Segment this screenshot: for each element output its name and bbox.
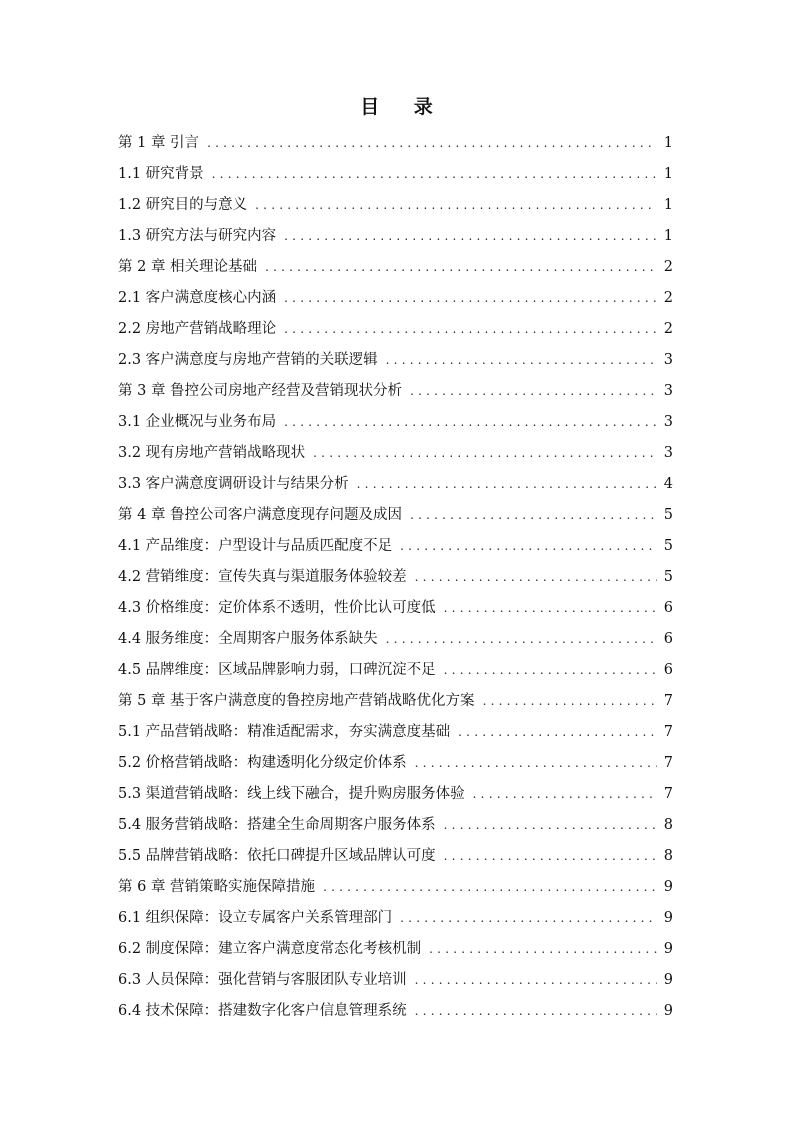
toc-dot-leader [415,965,657,996]
toc-entry-label: 6.1 组织保障：设立专属客户关系管理部门 [118,910,393,926]
toc-entry[interactable] [118,159,673,190]
toc-entry-label: 第 3 章 鲁控公司房地产经营及营销现状分析 [118,383,403,399]
toc-list [118,128,673,1027]
toc-entry-label: 2.2 房地产营销战略理论 [118,321,277,337]
toc-dot-leader [410,500,657,531]
toc-dot-leader [473,779,657,810]
toc-entry[interactable] [118,934,673,965]
toc-entry[interactable] [118,221,673,252]
toc-entry-page-number: 9 [663,972,673,988]
toc-dot-leader [415,748,657,779]
toc-dot-leader [400,531,657,562]
toc-entry-label: 5.5 品牌营销战略：依托口碑提升区域品牌认可度 [118,848,436,864]
toc-entry[interactable] [118,996,673,1027]
toc-dot-leader [284,407,657,438]
toc-dot-leader [284,283,657,314]
toc-dot-leader [284,221,657,252]
toc-dot-leader [255,190,657,221]
toc-entry[interactable] [118,407,673,438]
toc-dot-leader [313,438,657,469]
toc-dot-leader [284,314,657,345]
toc-entry-page-number: 8 [663,848,673,864]
toc-dot-leader [483,686,657,717]
toc-entry-page-number: 2 [663,321,673,337]
toc-entry-label: 3.2 现有房地产营销战略现状 [118,445,306,461]
toc-entry[interactable] [118,190,673,221]
toc-entry-page-number: 2 [663,290,673,306]
toc-entry-label: 4.2 营销维度：宣传失真与渠道服务体验较差 [118,569,407,585]
toc-entry-page-number: 7 [663,693,673,709]
toc-entry-page-number: 1 [663,228,673,244]
toc-entry[interactable] [118,717,673,748]
toc-entry-label: 6.2 制度保障：建立客户满意度常态化考核机制 [118,941,422,957]
toc-entry[interactable] [118,438,673,469]
toc-dot-leader [207,128,657,159]
toc-dot-leader [323,872,657,903]
toc-entry-label: 第 5 章 基于客户满意度的鲁控房地产营销战略优化方案 [118,693,475,709]
toc-entry-page-number: 3 [663,383,673,399]
toc-entry-label: 2.3 客户满意度与房地产营销的关联逻辑 [118,352,378,368]
toc-dot-leader [265,252,657,283]
toc-dot-leader [212,159,657,190]
toc-entry-label: 第 6 章 营销策略实施保障措施 [118,879,316,895]
toc-entry-label: 2.1 客户满意度核心内涵 [118,290,277,306]
toc-entry-label: 5.4 服务营销战略：搭建全生命周期客户服务体系 [118,817,436,833]
toc-dot-leader [444,593,657,624]
toc-title: 目 录 [360,96,447,118]
toc-entry-page-number: 5 [663,569,673,585]
toc-dot-leader [458,717,657,748]
toc-entry-label: 4.5 品牌维度：区域品牌影响力弱，口碑沉淀不足 [118,662,436,678]
toc-entry-page-number: 7 [663,786,673,802]
toc-entry-page-number: 1 [663,197,673,213]
toc-entry-page-number: 3 [663,352,673,368]
toc-entry[interactable] [118,469,673,500]
toc-dot-leader [386,624,657,655]
toc-entry-page-number: 7 [663,724,673,740]
toc-entry[interactable] [118,903,673,934]
toc-entry[interactable] [118,345,673,376]
toc-entry-page-number: 9 [663,910,673,926]
toc-entry[interactable] [118,376,673,407]
toc-entry[interactable] [118,965,673,996]
toc-dot-leader [357,469,657,500]
toc-entry-page-number: 9 [663,879,673,895]
toc-entry[interactable] [118,655,673,686]
toc-entry-label: 5.3 渠道营销战略：线上线下融合，提升购房服务体验 [118,786,465,802]
toc-entry-label: 第 1 章 引言 [118,135,200,151]
toc-entry[interactable] [118,252,673,283]
toc-entry-page-number: 5 [663,538,673,554]
toc-entry-label: 第 4 章 鲁控公司客户满意度现存问题及成因 [118,507,403,523]
toc-entry-label: 1.3 研究方法与研究内容 [118,228,277,244]
toc-entry-label: 3.3 客户满意度调研设计与结果分析 [118,476,349,492]
toc-entry[interactable] [118,314,673,345]
toc-entry[interactable] [118,872,673,903]
toc-dot-leader [410,376,657,407]
toc-entry-page-number: 9 [663,1003,673,1019]
toc-entry[interactable] [118,562,673,593]
toc-entry[interactable] [118,283,673,314]
toc-dot-leader [400,903,657,934]
toc-entry[interactable] [118,810,673,841]
toc-entry[interactable] [118,500,673,531]
toc-entry-label: 4.1 产品维度：户型设计与品质匹配度不足 [118,538,393,554]
toc-entry-page-number: 1 [663,135,673,151]
toc-dot-leader [415,562,657,593]
toc-entry-page-number: 8 [663,817,673,833]
toc-entry-page-number: 2 [663,259,673,275]
toc-entry-page-number: 6 [663,600,673,616]
toc-entry-page-number: 6 [663,662,673,678]
toc-entry-label: 第 2 章 相关理论基础 [118,259,258,275]
toc-dot-leader [429,934,657,965]
toc-entry-page-number: 9 [663,941,673,957]
toc-entry-page-number: 7 [663,755,673,771]
toc-entry-page-number: 6 [663,631,673,647]
toc-entry-label: 5.2 价格营销战略：构建透明化分级定价体系 [118,755,407,771]
toc-entry-label: 3.1 企业概况与业务布局 [118,414,277,430]
toc-entry-label: 6.3 人员保障：强化营销与客服团队专业培训 [118,972,407,988]
toc-entry[interactable] [118,531,673,562]
toc-dot-leader [386,345,657,376]
toc-entry[interactable] [118,686,673,717]
toc-entry-page-number: 4 [663,476,673,492]
toc-entry[interactable] [118,624,673,655]
toc-entry-page-number: 1 [663,166,673,182]
toc-dot-leader [444,810,657,841]
toc-entry-label: 4.3 价格维度：定价体系不透明，性价比认可度低 [118,600,436,616]
toc-entry[interactable] [118,779,673,810]
toc-entry-page-number: 5 [663,507,673,523]
toc-entry-label: 1.2 研究目的与意义 [118,197,248,213]
toc-entry[interactable] [118,128,673,159]
toc-entry[interactable] [118,593,673,624]
toc-entry-label: 5.1 产品营销战略：精准适配需求，夯实满意度基础 [118,724,451,740]
toc-entry[interactable] [118,841,673,872]
toc-entry-page-number: 3 [663,414,673,430]
toc-entry[interactable] [118,748,673,779]
toc-entry-page-number: 3 [663,445,673,461]
toc-dot-leader [444,655,657,686]
toc-entry-label: 4.4 服务维度：全周期客户服务体系缺失 [118,631,378,647]
toc-dot-leader [444,841,657,872]
toc-entry-label: 1.1 研究背景 [118,166,204,182]
toc-entry-label: 6.4 技术保障：搭建数字化客户信息管理系统 [118,1003,407,1019]
toc-dot-leader [415,996,657,1027]
